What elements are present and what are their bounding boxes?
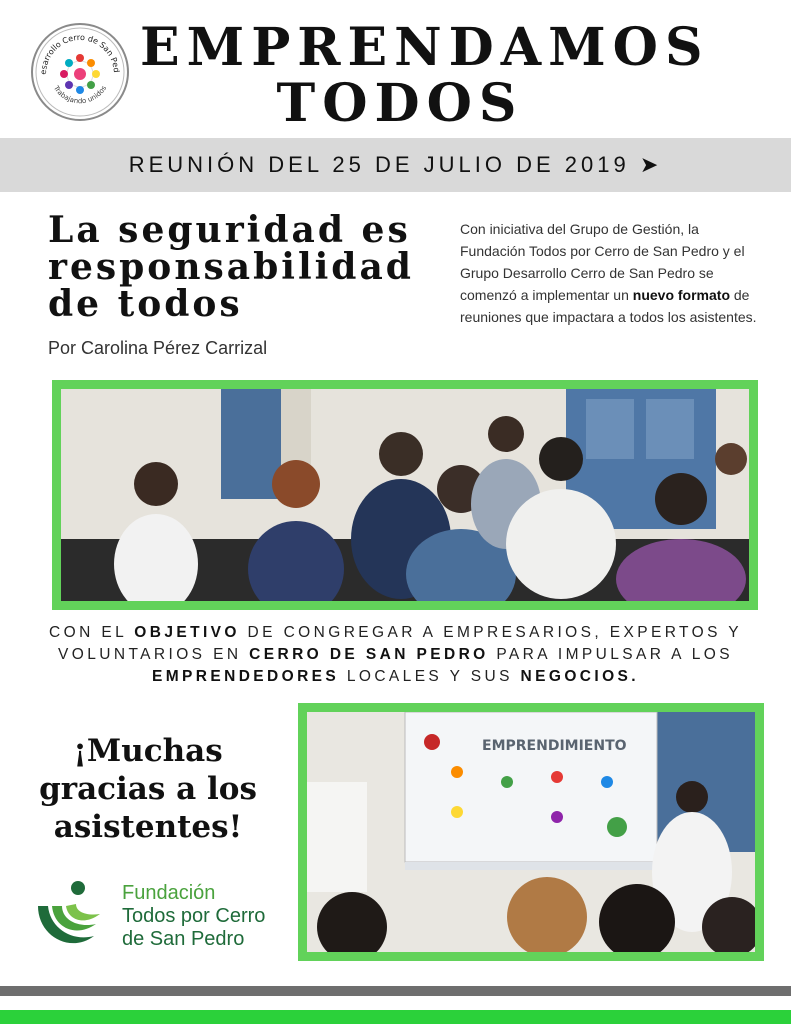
logo-arc-subtext: Trabajando unidos (51, 84, 109, 106)
slide-title: EMPRENDIMIENTO (482, 738, 627, 754)
logo-arc-text: esarrollo Cerro de San Ped (38, 32, 122, 75)
byline: Por Carolina Pérez Carrizal (48, 338, 268, 358)
masthead-title (140, 17, 710, 134)
thanks-message (28, 732, 268, 846)
objective-bold-3: EMPRENDEDORES (151, 668, 340, 685)
objective-text-1: CON EL (49, 624, 135, 641)
objective-text-2: DE CONGREGAR A EMPRESARIOS, EXPERTOS Y VOLUNTARIOS EN (58, 624, 742, 663)
objective-bold-1: OBJETIVO (134, 624, 240, 641)
foundation-name-line-3: de San Pedro (122, 928, 245, 950)
thanks-line-1: ¡Muchas (73, 733, 223, 769)
meeting-date: REUNIÓN DEL 25 DE JULIO DE 2019 ➤ (128, 152, 663, 177)
article-headline (48, 209, 428, 325)
objective-text-3: PARA IMPULSAR A LOS (488, 646, 733, 663)
objective-text-4: LOCALES Y SUS (339, 668, 521, 685)
foundation-name-line-1: Fundación (122, 882, 216, 904)
intro-text-1: Con iniciativa del Grupo de Gestión, la Fundación Todos por Cerro de San Pedro y el Grupo Desarrollo Cerro de San Pedro se comenzó a implementar un (460, 221, 745, 303)
headline-line-2: responsabilidad (48, 246, 414, 288)
group-logo (30, 22, 130, 122)
objective-statement (20, 622, 771, 688)
foundation-name-line-2: Todos por Cerro (122, 905, 266, 927)
masthead-line-1: EMPRENDAMOS (140, 17, 710, 78)
presentation-photo (298, 703, 764, 961)
intro-bold-text: nuevo formato (632, 287, 730, 303)
thanks-line-2: gracias a los (39, 771, 257, 807)
objective-bold-2: CERRO DE SAN PEDRO (249, 646, 489, 663)
foundation-logo (30, 876, 280, 956)
objective-bold-4: NEGOCIOS. (520, 668, 639, 685)
foundation-name (122, 882, 265, 951)
masthead-line-2: TODOS (276, 73, 524, 134)
foundation-leaf-icon (30, 876, 110, 956)
footer-rule-grey (0, 986, 791, 996)
thanks-line-3: asistentes! (53, 809, 243, 845)
footer-rule-green (0, 1010, 791, 1024)
headline-line-3: de todos (48, 283, 243, 325)
intro-text-2: de reuniones que impactara a todos los asistentes. (460, 287, 757, 325)
headline-line-1: La seguridad es (48, 209, 411, 251)
intro-paragraph (460, 218, 760, 328)
meeting-audience-photo (52, 380, 758, 610)
